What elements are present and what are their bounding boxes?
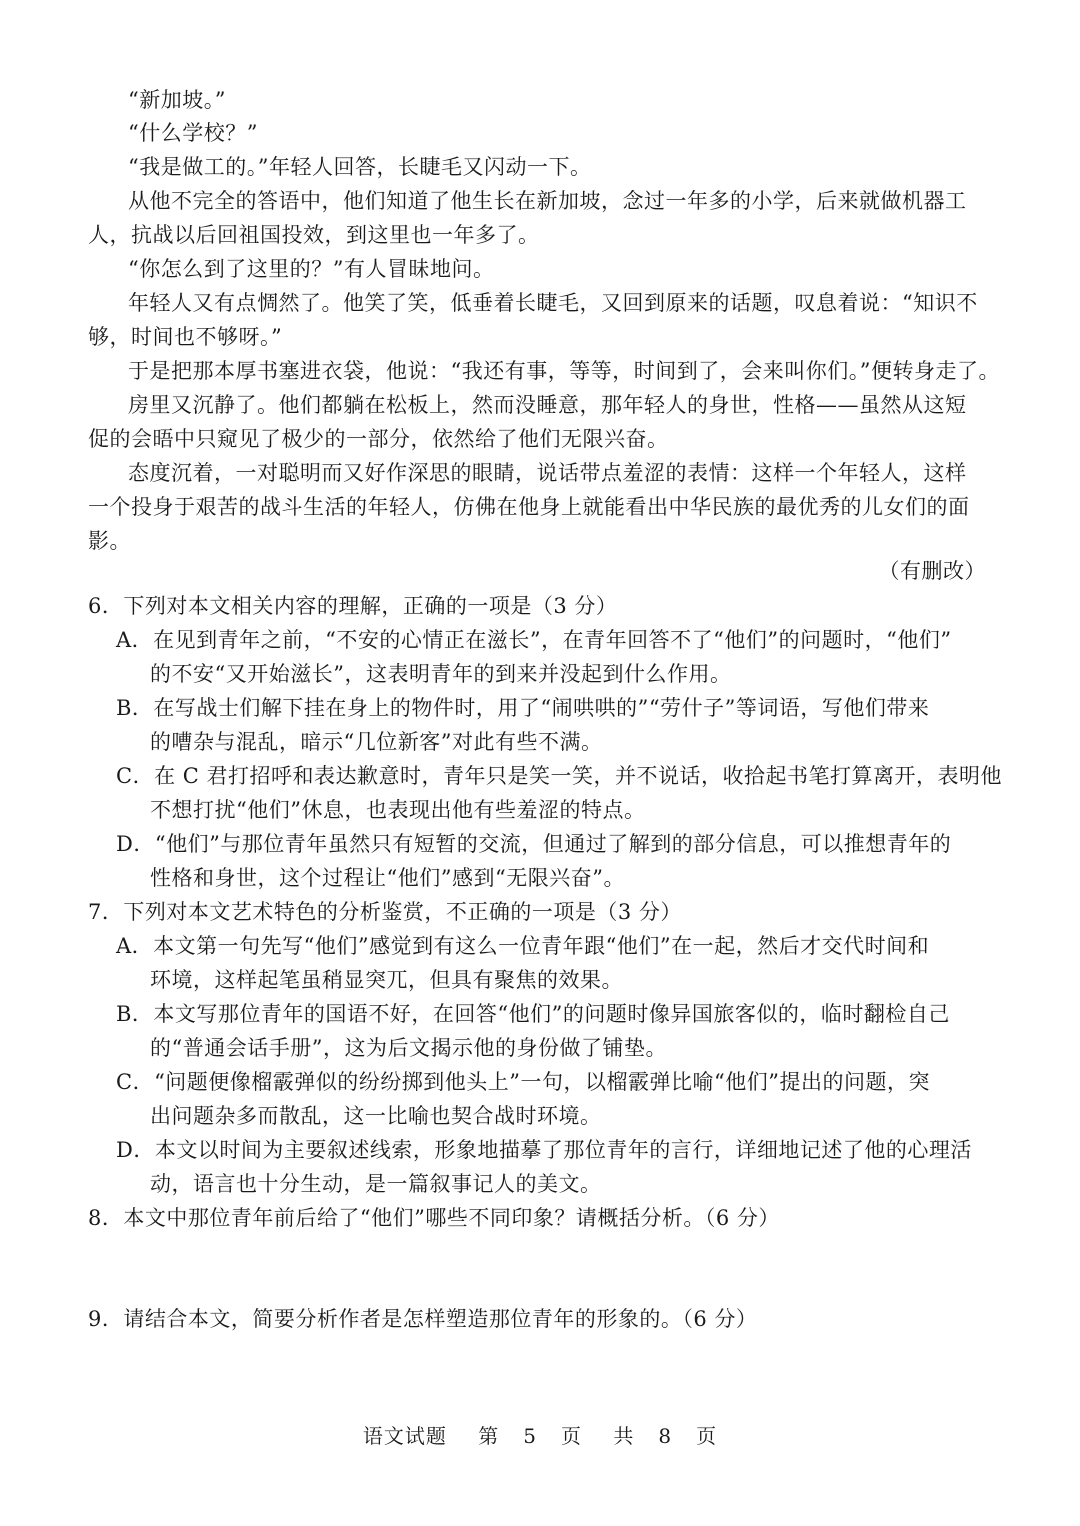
q6-option-c-cont: 不想打扰“他们”休息，也表现出他有些羞涩的特点。 [150,798,646,822]
story-line: “新加坡。” [128,88,226,112]
q7-option-d: D．本文以时间为主要叙述线索，形象地描摹了那位青年的言行，详细地记述了他的心理活 [116,1138,972,1162]
source-note: （有删改） [878,559,986,583]
question-8-stem: 8．本文中那位青年前后给了“他们”哪些不同印象？请概括分析。（6 分） [88,1206,780,1230]
footer-page-suffix: 页 [561,1424,582,1448]
footer-total-prefix: 共 [613,1424,635,1448]
story-line: 房里又沉静了。他们都躺在松板上，然而没睡意，那年轻人的身世，性格——虽然从这短 [128,393,967,417]
footer-page-number: 5 [523,1424,537,1448]
footer-total-pages: 8 [658,1424,673,1448]
question-9-stem: 9．请结合本文，简要分析作者是怎样塑造那位青年的形象的。（6 分） [88,1307,758,1331]
q6-option-b-cont: 的嘈杂与混乱，暗示“几位新客”对此有些不满。 [150,730,603,754]
q6-option-b: B．在写战士们解下挂在身上的物件时，用了“闹哄哄的”“劳什子”等词语，写他们带来 [116,696,930,720]
q7-option-a-cont: 环境，这样起笔虽稍显突兀，但具有聚焦的效果。 [150,968,623,992]
story-line: 影。 [88,529,131,553]
story-line: 够，时间也不够呀。” [88,325,283,349]
q7-option-d-cont: 动，语言也十分生动，是一篇叙事记人的美文。 [150,1172,602,1196]
story-line: 促的会晤中只窥见了极少的一部分，依然给了他们无限兴奋。 [88,427,669,451]
footer-subject: 语文试题 [362,1424,447,1448]
story-line: “我是做工的。”年轻人回答，长睫毛又闪动一下。 [128,155,592,179]
q6-option-a: A．在见到青年之前，“不安的心情正在滋长”，在青年回答不了“他们”的问题时，“他们” [116,628,952,652]
story-line: “什么学校？” [128,121,258,145]
q6-option-c: C．在 C 君打招呼和表达歉意时，青年只是笑一笑，并不说话，收拾起书笔打算离开，表明他 [116,764,1002,788]
q6-option-d: D．“他们”与那位青年虽然只有短暂的交流，但通过了解到的部分信息，可以推想青年的 [116,832,952,856]
q6-option-a-cont: 的不安“又开始滋长”，这表明青年的到来并没起到什么作用。 [150,662,732,686]
q7-option-a: A．本文第一句先写“他们”感觉到有这么一位青年跟“他们”在一起，然后才交代时间和 [116,934,930,958]
story-line: 从他不完全的答语中，他们知道了他生长在新加坡，念过一年多的小学，后来就做机器工 [128,189,967,213]
question-6-stem: 6．下列对本文相关内容的理解，正确的一项是（3 分） [88,594,618,618]
story-line: 态度沉着，一对聪明而又好作深思的眼睛，说话带点羞涩的表情：这样一个年轻人，这样 [128,461,967,485]
story-line: 一个投身于艰苦的战斗生活的年轻人，仿佛在他身上就能看出中华民族的最优秀的儿女们的面 [88,495,970,519]
question-7-stem: 7．下列对本文艺术特色的分析鉴赏，不正确的一项是（3 分） [88,900,682,924]
footer-page-prefix: 第 [478,1424,500,1448]
footer-total-suffix: 页 [696,1424,718,1448]
q7-option-b-cont: 的“普通会话手册”，这为后文揭示他的身份做了铺垫。 [150,1036,667,1060]
story-line: 于是把那本厚书塞进衣袋，他说：“我还有事，等等，时间到了，会来叫你们。”便转身走了。 [128,359,1000,383]
q7-option-b: B．本文写那位青年的国语不好，在回答“他们”的问题时像异国旅客似的，临时翻检自己 [116,1002,950,1026]
page-footer [0,1421,1080,1451]
story-line: 人，抗战以后回祖国投效，到这里也一年多了。 [88,223,540,247]
story-line: 年轻人又有点惆然了。他笑了笑，低垂着长睫毛，又回到原来的话题，叹息着说：“知识不 [128,291,978,315]
q7-option-c-cont: 出问题杂多而散乱，这一比喻也契合战时环境。 [150,1104,602,1128]
story-line: “你怎么到了这里的？”有人冒昧地问。 [128,257,495,281]
q6-option-d-cont: 性格和身世，这个过程让“他们”感到“无限兴奋”。 [150,866,625,890]
q7-option-c: C．“问题便像榴霰弹似的纷纷掷到他头上”一句，以榴霰弹比喻“他们”提出的问题，突 [116,1070,931,1094]
